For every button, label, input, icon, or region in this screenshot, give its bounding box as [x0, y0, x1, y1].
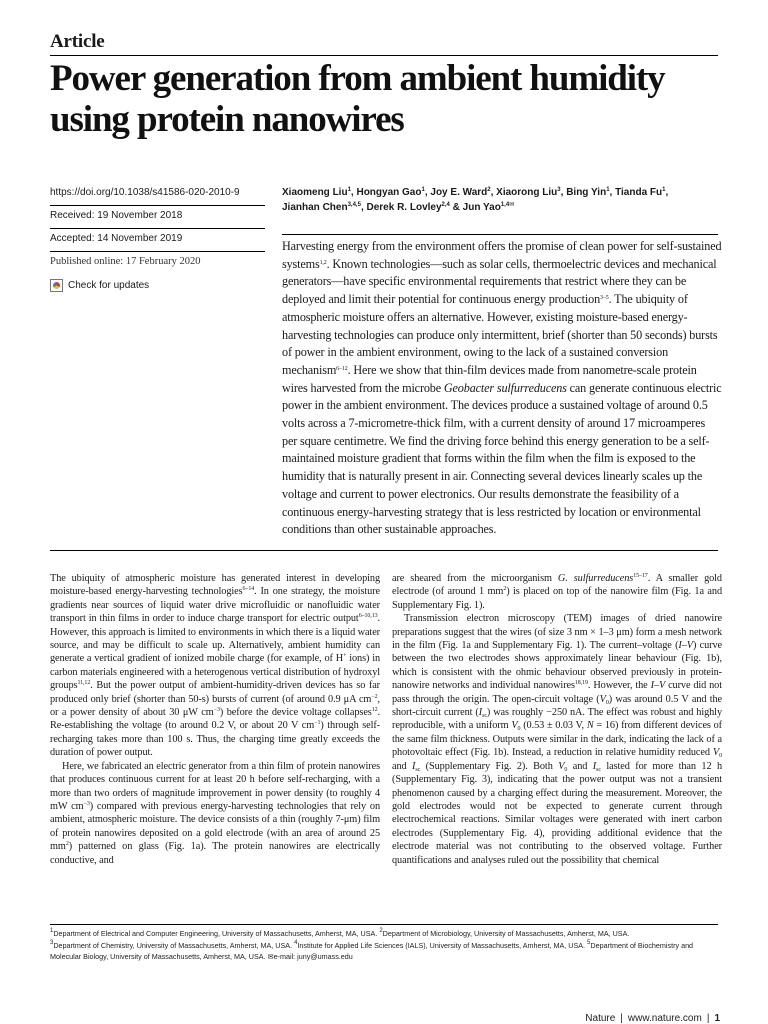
article-meta	[50, 183, 265, 294]
author-list: Xiaomeng Liu$^1$, Hongyan Gao$^1$, Joy E. Ward$^2$, Xiaorong Liu$^3$, Bing Yin$^1$, Tianda Fu$^1$, Jianhan Chen$^{3,4,5}$, Derek R. Lovley$^{2,4}$ & Jun Yao$^{1,4✉}$	[282, 187, 669, 213]
doi-link[interactable]: https://doi.org/10.1038/s41586-020-2010-9	[50, 183, 265, 206]
published-date: Published online: 17 February 2020	[50, 256, 201, 267]
authors-divider	[282, 234, 718, 235]
header-divider	[50, 55, 718, 56]
body-paragraph: Transmission electron microscopy (TEM) images of dried nanowire preparations suggest that the wires (of size 3 nm × 1–3 μm) form a mesh network in the film (Fig. 1a and Supplementary Fig. 1). The current–voltage (I–V) curve between the two electrodes shows approximately linear behaviour (Fig. 1b), which is consistent with the ohmic behaviour observed previously in protein-nanowire networks and individual nanowires$^{18,19}$. However, the I–V curve did not pass through the origin. The open-circuit voltage $(V_0)$ was around 0.5 V and the short-circuit current $(I_{sc})$ was roughly −250 nA. The effect was robust and highly reproducible, with a uniform $V_0$ (0.53 ± 0.03 V, N = 16) from different devices of the same film thickness. Outputs were similar in the dark, indicating the lack of a photovoltaic effect (Fig. 1b). Instead, a reduction in relative humidity reduced $V_0$ and $I_{sc}$ (Supplementary Fig. 2). Both $V_0$ and $I_{sc}$ lasted for more than 12 h (Supplementary Fig. 3), indicating that the power output was not a transient phenomenon caused by a charging effect during the measurement. Moreover, the gold electrodes would not be expected to generate current through electrochemical reactions. Similar voltages were generated with inert carbon electrodes (Supplementary Fig. 4), providing additional evidence that the electrode material was not contributing to the observed voltage. Further quantifications and analyses ruled out the possibility that chemical	[392, 613, 723, 866]
footnote-divider	[50, 924, 718, 925]
check-updates-label: Check for updates	[68, 279, 150, 291]
page-footer: Nature | www.nature.com | 1	[585, 1013, 720, 1024]
article-type-label: Article	[50, 31, 105, 52]
author-name[interactable]: Hongyan Gao	[356, 187, 422, 198]
abstract: Harvesting energy from the environment offers the promise of clean power for self-sustained systems$^{1,2}$. Known technologies—such as solar cells, thermoelectric devices and mechanical generators—have specific environmental requirements that restrict where they can be deployed and limit their potential for continuous energy production$^{3-5}$. The ubiquity of atmospheric moisture offers an alternative. However, existing moisture-based energy-harvesting technologies can produce only intermittent, brief (shorter than 50 seconds) bursts of power in the ambient environment, owing to the lack of a sustained conversion mechanism$^{6-12}$. Here we show that thin-film devices made from nanometre-scale protein wires harvested from the microbe Geobacter sulfurreducens can generate continuous electric power in the ambient environment. The devices produce a sustained voltage of around 0.5 volts across a 7-micrometre-thick film, with a current density of around 17 microamperes per square centimetre. We find the driving force behind this energy generation to be a self-maintained moisture gradient that forms within the film when the film is exposed to the humidity that is naturally present in air. Connecting several devices linearly scales up the voltage and current to power electronics. Our results demonstrate the feasibility of a continuous energy-harvesting strategy that is less restricted by location or environmental conditions than other sustainable approaches.	[282, 239, 722, 537]
email-icon: ✉	[267, 952, 274, 961]
journal-url[interactable]: www.nature.com	[627, 1013, 702, 1024]
author-name[interactable]: Tianda Fu	[615, 187, 663, 198]
affiliations-footnote: $^1$Department of Electrical and Computer Engineering, University of Massachusetts, Amherst, MA, USA. $^2$Department of Microbiology, University of Massachusetts, Amherst, MA, USA. $^3$Department of Chemistry, University of Massachusetts, Amherst, MA, USA. $^4$Institute for Applied Life Sciences (IALS), University of Massachusetts, Amherst, MA, USA. $^5$Department of Biochemistry and Molecular Biology, University of Massachusetts, Amherst, MA, USA. ✉e-mail: juny@umass.edu	[50, 928, 694, 961]
check-updates-button[interactable]	[50, 276, 265, 294]
email-icon[interactable]: ✉	[509, 202, 515, 208]
body-paragraph: The ubiquity of atmospheric moisture has generated interest in developing moisture-based energy-harvesting technologies$^{6-14}$. In one strategy, the moisture gradients near sources of liquid water drive microfluidic or nanofluidic water transport in thin films in order to induce charge transport for electric output$^{6-10,13}$. However, this approach is limited to environments in which there is a liquid water source, and may be difficult to scale up. Alternatively, ambient humidity can generate a vertical gradient of ionized mobile charge (for example, of H+ ions) in carbon materials engineered with a heterogenous vertical distribution of hydroxyl groups$^{11,12}$. But the power output of ambient-humidity-driven devices has so far produced only brief (shorter than 50-s) bursts of current (of around 0.9 μA $cm^{-2}$, or a power density of about 30 μW $cm^{-3}$) before the device voltage collapses$^{12}$. Re-establishing the voltage (to around 0.2 V, or about 20 V $cm^{-1}$) through self-recharging takes more than 100 s. Thus, the charging time greatly exceeds the duration of power output.	[50, 573, 381, 759]
author-name[interactable]: Bing Yin	[566, 187, 607, 198]
body-paragraph: Here, we fabricated an electric generator from a thin film of protein nanowires that produces continuous current for at least 20 h before self-recharging, with a more than two orders of magnitude improvement in power density (to roughly 4 mW $cm^{-3}$) compared with previous energy-harvesting technologies that rely on ambient, atmospheric moisture. The device consists of a thin (roughly 7-μm) film of protein nanowires deposited on a gold electrode (with an area of around 25 $mm^2$) patterned on glass (Fig. 1a). The protein nanowires are electrically conductive, and	[50, 760, 380, 866]
body-paragraph: are sheared from the microorganism G. sulfurreducens$^{15-17}$. A smaller gold electrode (of around 1 $mm^2$) is placed on top of the nanowire film (Fig. 1a and Supplementary Fig. 1).	[392, 573, 722, 611]
body-column-right	[392, 572, 722, 867]
author-name[interactable]: & Jun Yao	[452, 202, 501, 213]
author-name[interactable]: Derek R. Lovley	[366, 202, 442, 213]
accepted-date: Accepted: 14 November 2019	[50, 229, 265, 252]
crossmark-icon	[50, 279, 63, 292]
abstract-divider	[50, 550, 718, 551]
author-name[interactable]: Xiaomeng Liu	[282, 187, 348, 198]
author-name[interactable]: Xiaorong Liu	[496, 187, 558, 198]
body-column-left	[50, 572, 380, 867]
page-number: 1	[714, 1013, 720, 1024]
corresponding-email[interactable]: e-mail: juny@umass.edu	[273, 952, 353, 961]
journal-name: Nature	[585, 1013, 616, 1024]
author-name[interactable]: Joy E. Ward	[430, 187, 488, 198]
received-date: Received: 19 November 2018	[50, 206, 265, 229]
author-name[interactable]: Jianhan Chen	[282, 202, 348, 213]
article-title: Power generation from ambient humidity using protein nanowires	[50, 58, 665, 140]
